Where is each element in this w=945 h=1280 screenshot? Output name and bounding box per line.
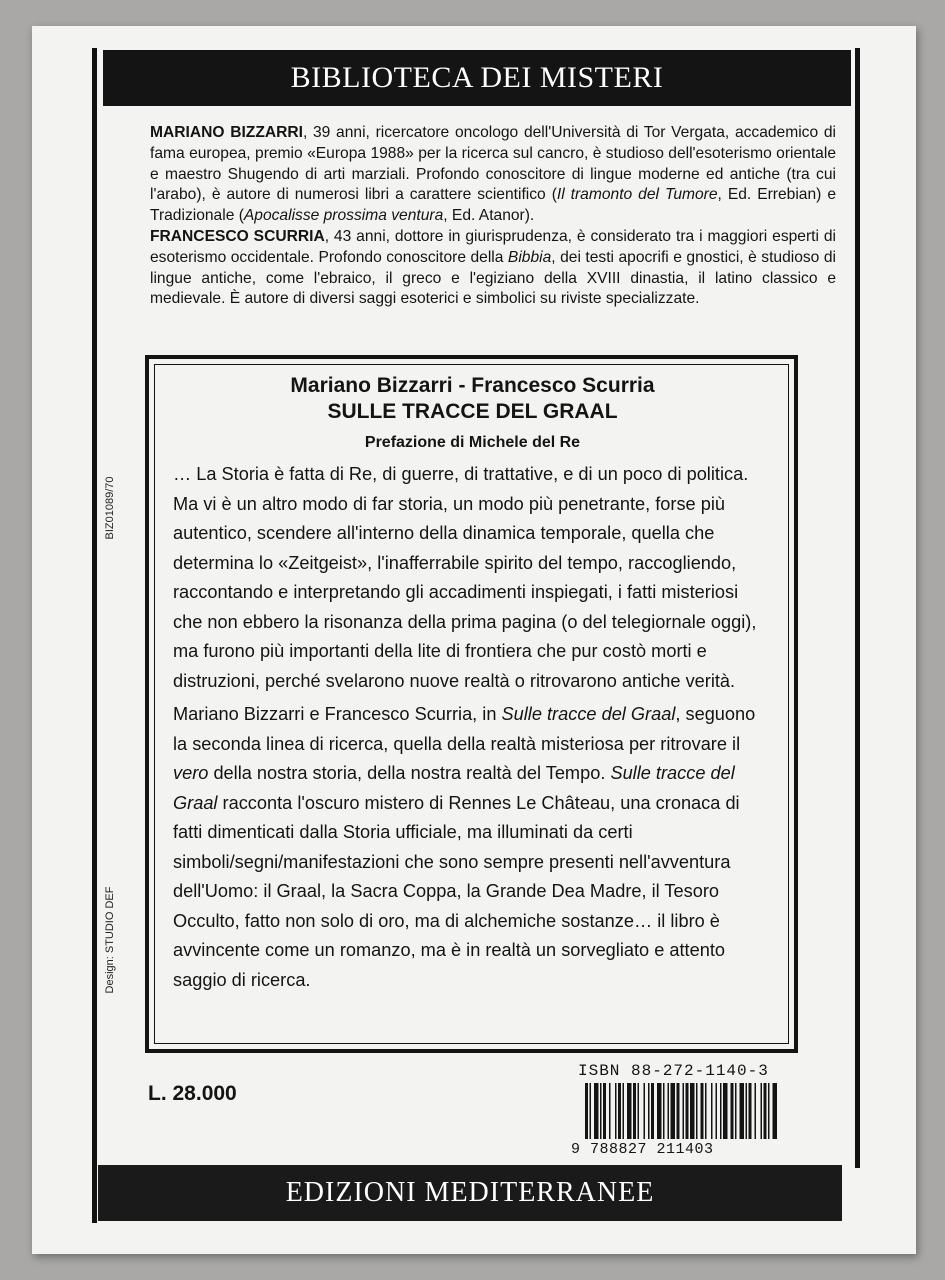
barcode-stripe xyxy=(663,1083,665,1139)
blurb-text: Mariano Bizzarri e Francesco Scurria, in xyxy=(173,704,502,724)
bio-bizzarri-book-2: Apocalisse prossima ventura xyxy=(243,207,444,225)
barcode-stripe xyxy=(623,1083,625,1139)
bio-scurria-name: FRANCESCO SCURRIA xyxy=(150,227,325,245)
barcode-stripe xyxy=(731,1083,734,1139)
barcode-stripe xyxy=(686,1083,689,1139)
left-rule xyxy=(92,48,97,1223)
barcode-stripe xyxy=(711,1083,713,1139)
barcode-stripe xyxy=(603,1083,606,1139)
barcode-stripe xyxy=(651,1083,654,1139)
bio-scurria-text-2: , dei testi apocrifi e gnostici, è studioso di lingue antiche, come l'ebraico, il greco e l'egiziano della XVIII dinastia, il latino classico e medievale. È autore di diversi saggi esoterici e simbolici su riviste specializzate. xyxy=(150,248,836,308)
right-rule xyxy=(855,48,860,1168)
barcode-stripe xyxy=(657,1083,662,1139)
bio-bizzarri-text-3: , Ed. Atanor). xyxy=(443,207,535,225)
barcode-stripe xyxy=(648,1083,650,1139)
bio-scurria-text: , 43 anni, dottore in giurisprudenza, è considerato tra i maggiori esperti di esoterismo occidentale. Profondo conoscitore della xyxy=(150,227,836,266)
ean-number: 9 788827 211403 xyxy=(571,1141,714,1158)
bio-bizzarri-text: , 39 anni, ricercatore oncologo dell'Università di Tor Vergata, accademico di fama europea, premio «Europa 1988» per la ricerca sul cancro, è studioso dell'esoterismo orientale e maestro Shugendo di arti marziali. Profondo conoscitore di lingue moderne ed antiche (tra cui l'arabo), è autore di numerosi libri a carattere scientifico ( xyxy=(150,124,836,204)
barcode-stripe xyxy=(696,1083,698,1139)
barcode-stripe xyxy=(740,1083,745,1139)
publisher-name: EDIZIONI MEDITERRANEE xyxy=(285,1177,655,1208)
blurb-paragraph-1: … La Storia è fatta di Re, di guerre, di trattative, e di un poco di politica. Ma vi è un altro modo di far storia, un modo più penetrante, forse più autentico, scendere all'interno della dinamica temporale, quella che determina lo «Zeitgeist», l'inafferrabile spirito del tempo, raccogliendo, raccontando e interpretando gli accadimenti inspiegati, i fatti misteriosi che non ebbero la risonanza della prima pagina (o del telegiornale oggi), ma furono più importanti della lite di frontiera che pur costò morti e distruzioni, perché svelarono nuove realtà o ritrovarono antiche verità. xyxy=(173,464,757,691)
bio-scurria xyxy=(150,227,836,310)
book-preface: Prefazione di Michele del Re xyxy=(364,434,581,451)
publisher-banner xyxy=(98,1165,842,1221)
isbn-label: ISBN 88-272-1140-3 xyxy=(578,1062,769,1080)
book-heading xyxy=(160,373,785,455)
barcode-stripe xyxy=(683,1083,685,1139)
bio-bizzarri-book-1: Il tramonto del Tumore xyxy=(556,186,718,204)
book-title: SULLE TRACCE DEL GRAAL xyxy=(327,400,618,423)
barcode-stripe xyxy=(773,1083,778,1139)
blurb-text: della nostra storia, della nostra realtà del Tempo. xyxy=(208,763,611,783)
book-authors: Mariano Bizzarri - Francesco Scurria xyxy=(290,374,655,397)
barcode xyxy=(585,1083,777,1141)
barcode-stripe xyxy=(590,1083,592,1139)
barcode-stripe xyxy=(735,1083,737,1139)
blurb-text: racconta l'oscuro mistero di Rennes Le Château, una cronaca di fatti dimenticati dalla Storia ufficiale, ma illuminati da certi simboli/segni/manifestazioni che sono sempre presenti nell'avventura dell'Uomo: il Graal, la Sacra Coppa, la Grande Dea Madre, il Tesoro Occulto, fatto non solo di oro, ma di alchemiche sostanze… il libro è avvincente come un romanzo, ma è in realtà un sorvegliato e attento saggio di ricerca. xyxy=(173,792,740,990)
bio-bizzarri xyxy=(150,123,836,227)
barcode-stripe xyxy=(585,1083,588,1139)
book-blurb xyxy=(173,460,771,995)
barcode-stripe xyxy=(723,1083,728,1139)
barcode-stripe xyxy=(600,1083,602,1139)
barcode-stripe xyxy=(755,1083,757,1139)
barcode-stripe xyxy=(749,1083,752,1139)
bio-bizzarri-name: MARIANO BIZZARRI xyxy=(150,124,303,141)
barcode-stripe xyxy=(746,1083,748,1139)
barcode-stripe xyxy=(668,1083,670,1139)
barcode-stripe xyxy=(627,1083,632,1139)
barcode-stripe xyxy=(716,1083,718,1139)
barcode-stripe xyxy=(618,1083,621,1139)
price-label: L. 28.000 xyxy=(148,1082,237,1105)
blurb-book-title: Sulle tracce del Graal xyxy=(501,704,676,724)
barcode-stripe xyxy=(761,1083,763,1139)
blurb-paragraph-2 xyxy=(173,700,771,995)
barcode-stripe xyxy=(594,1083,599,1139)
catalog-code: BIZ01089/70 xyxy=(104,476,116,540)
blurb-emphasis: vero xyxy=(173,763,209,783)
barcode-stripe xyxy=(615,1083,617,1139)
bio-bizzarri-text-2: , Ed. Errebian) e Tradizionale ( xyxy=(150,186,836,225)
barcode-stripe xyxy=(690,1083,695,1139)
blurb-book-title: Sulle tracce del Graal xyxy=(173,763,735,813)
barcode-stripe xyxy=(671,1083,676,1139)
series-banner xyxy=(103,50,851,106)
series-title: BIBLIOTECA DEI MISTERI xyxy=(290,61,664,94)
barcode-stripe xyxy=(633,1083,636,1139)
barcode-stripe xyxy=(701,1083,704,1139)
barcode-stripe xyxy=(768,1083,770,1139)
blurb-text: , seguono la seconda linea di ricerca, quella della realtà misteriosa per ritrovare il xyxy=(173,704,756,754)
barcode-stripe xyxy=(638,1083,640,1139)
barcode-stripe xyxy=(764,1083,767,1139)
barcode-stripe xyxy=(644,1083,646,1139)
barcode-stripe xyxy=(609,1083,611,1139)
barcode-stripe xyxy=(705,1083,707,1139)
bio-scurria-bible: Bibbia xyxy=(507,248,552,266)
barcode-stripe xyxy=(720,1083,722,1139)
barcode-stripe xyxy=(677,1083,680,1139)
author-bios xyxy=(150,123,836,310)
design-credit: Design: STUDIO DEF xyxy=(104,886,116,994)
